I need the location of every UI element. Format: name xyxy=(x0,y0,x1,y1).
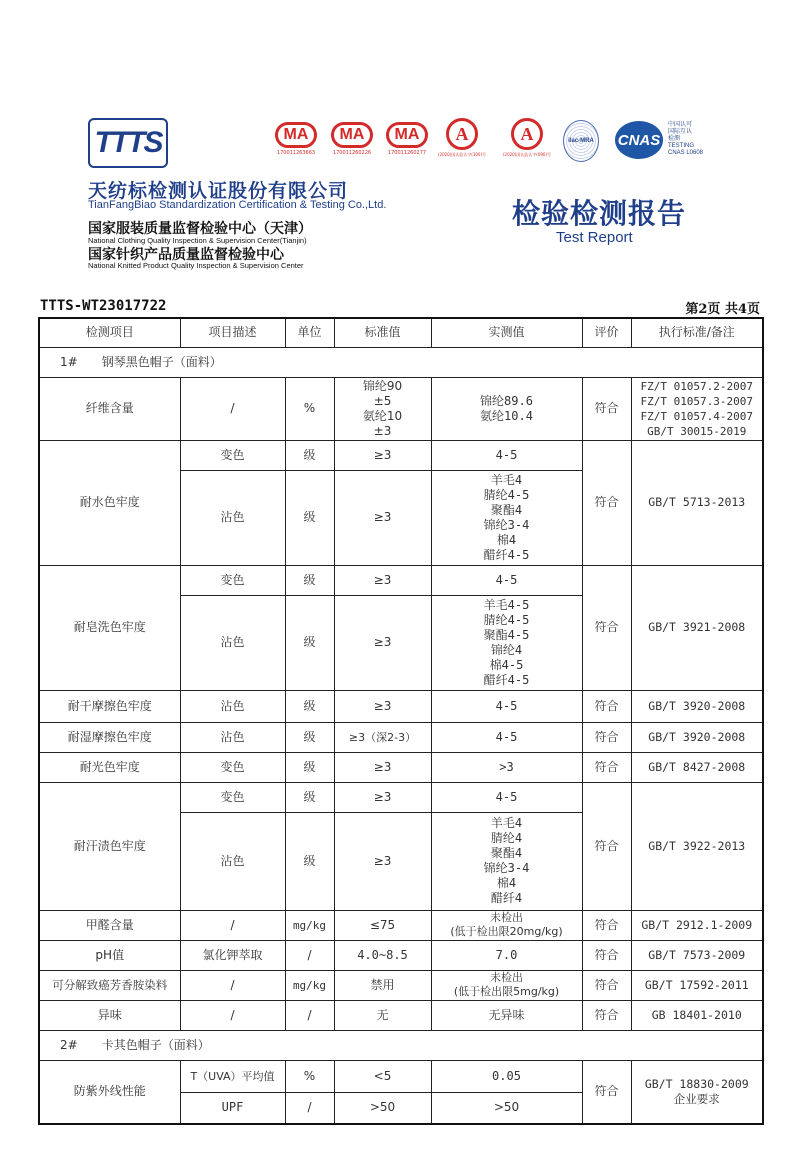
standard: GB/T 5713-2013 xyxy=(631,440,763,565)
center2-name-en: National Knitted Product Quality Inspection & Supervision Center xyxy=(88,261,304,270)
item: 防紫外线性能 xyxy=(39,1060,180,1124)
evaluation: 符合 xyxy=(582,752,631,782)
std-value: ≥3 xyxy=(334,782,431,812)
evaluation: 符合 xyxy=(582,377,631,440)
result: 0.05 xyxy=(431,1060,582,1092)
column-header: 评价 xyxy=(582,318,631,347)
item: 可分解致癌芳香胺染料 xyxy=(39,970,180,1000)
unit: / xyxy=(285,940,334,970)
std-value: ≥3 xyxy=(334,690,431,722)
cma-number: 170011260277 xyxy=(387,150,427,156)
result: 羊毛4-5 腈纶4-5 聚酯4-5 锦纶4 棉4-5 醋纤4-5 xyxy=(431,595,582,690)
cma-logo: MA xyxy=(275,122,317,148)
item: 耐皂洗色牢度 xyxy=(39,565,180,690)
desc: 沾色 xyxy=(180,812,285,910)
standard: FZ/T 01057.2-2007 FZ/T 01057.3-2007 FZ/T 01057.4-2007 GB/T 30015-2019 xyxy=(631,377,763,440)
table-row xyxy=(39,970,763,1000)
desc: 沾色 xyxy=(180,690,285,722)
column-header: 标准值 xyxy=(334,318,431,347)
standard: GB/T 8427-2008 xyxy=(631,752,763,782)
cma-mark xyxy=(386,122,428,156)
section-title: 1# 钢琴黑色帽子（面料） xyxy=(39,347,763,377)
result: 羊毛4 腈纶4-5 聚酯4 锦纶3-4 棉4 醋纤4-5 xyxy=(431,470,582,565)
item: 耐湿摩擦色牢度 xyxy=(39,722,180,752)
result: 未检出 (低于检出限20mg/kg) xyxy=(431,910,582,940)
table-header-row xyxy=(39,318,763,347)
table-row xyxy=(39,940,763,970)
table-row xyxy=(39,440,763,470)
item: pH值 xyxy=(39,940,180,970)
standard: GB/T 18830-2009 企业要求 xyxy=(631,1060,763,1124)
cma-logo: MA xyxy=(386,122,428,148)
report-title-cn: 检验检测报告 xyxy=(512,197,687,230)
standard: GB/T 3920-2008 xyxy=(631,690,763,722)
desc: 沾色 xyxy=(180,722,285,752)
standard: GB/T 7573-2009 xyxy=(631,940,763,970)
evaluation: 符合 xyxy=(582,910,631,940)
result: 4-5 xyxy=(431,722,582,752)
report-number: TTTS-WT23017722 xyxy=(40,298,167,314)
result: 4-5 xyxy=(431,440,582,470)
unit: 级 xyxy=(285,752,334,782)
desc: 氯化钾萃取 xyxy=(180,940,285,970)
unit: mg/kg xyxy=(285,970,334,1000)
table-row xyxy=(39,377,763,440)
desc: 沾色 xyxy=(180,470,285,565)
cnas-logo: CNAS xyxy=(615,121,663,159)
unit: 级 xyxy=(285,722,334,752)
cma-number: 170011260226 xyxy=(332,150,372,156)
table-row xyxy=(39,1060,763,1092)
item: 耐水色牢度 xyxy=(39,440,180,565)
result: 未检出 (低于检出限5mg/kg) xyxy=(431,970,582,1000)
std-value: ≥3（深2-3） xyxy=(334,722,431,752)
cma-mark xyxy=(275,122,317,156)
unit: / xyxy=(285,1092,334,1124)
result: 锦纶89.6 氨纶10.4 xyxy=(431,377,582,440)
standard: GB/T 3922-2013 xyxy=(631,782,763,910)
cal-mark xyxy=(502,118,552,158)
cma-logo: MA xyxy=(331,122,373,148)
results-table xyxy=(38,317,764,1125)
unit: 级 xyxy=(285,440,334,470)
evaluation: 符合 xyxy=(582,1060,631,1124)
section-row xyxy=(39,1030,763,1060)
unit: 级 xyxy=(285,470,334,565)
center1-name-cn: 国家服装质量监督检验中心（天津） xyxy=(88,221,312,237)
evaluation: 符合 xyxy=(582,940,631,970)
unit: 级 xyxy=(285,565,334,595)
std-value: ≥3 xyxy=(334,440,431,470)
cal-logo: A xyxy=(446,118,478,150)
std-value: ≥3 xyxy=(334,470,431,565)
report-title-en: Test Report xyxy=(556,229,633,246)
result: 7.0 xyxy=(431,940,582,970)
item: 甲醛含量 xyxy=(39,910,180,940)
evaluation: 符合 xyxy=(582,970,631,1000)
result: 无异味 xyxy=(431,1000,582,1030)
evaluation: 符合 xyxy=(582,565,631,690)
cma-number: 170011263663 xyxy=(276,150,316,156)
result: 羊毛4 腈纶4 聚酯4 锦纶3-4 棉4 醋纤4 xyxy=(431,812,582,910)
result: 4-5 xyxy=(431,690,582,722)
standard: GB/T 17592-2011 xyxy=(631,970,763,1000)
desc: / xyxy=(180,910,285,940)
center1-name-en: National Clothing Quality Inspection & Supervision Center(Tianjin) xyxy=(88,236,307,245)
std-value: 4.0~8.5 xyxy=(334,940,431,970)
column-header: 执行标准/备注 xyxy=(631,318,763,347)
evaluation: 符合 xyxy=(582,722,631,752)
table-row xyxy=(39,782,763,812)
std-value: ≤75 xyxy=(334,910,431,940)
unit: 级 xyxy=(285,782,334,812)
item: 耐光色牢度 xyxy=(39,752,180,782)
evaluation: 符合 xyxy=(582,782,631,910)
desc: 变色 xyxy=(180,440,285,470)
item: 耐干摩擦色牢度 xyxy=(39,690,180,722)
unit: 级 xyxy=(285,812,334,910)
result: >3 xyxy=(431,752,582,782)
standard: GB/T 3921-2008 xyxy=(631,565,763,690)
desc: / xyxy=(180,377,285,440)
table-row xyxy=(39,690,763,722)
std-value: ≥3 xyxy=(334,752,431,782)
ilac-mra-logo: ilac-MRA xyxy=(563,120,599,162)
std-value: >50 xyxy=(334,1092,431,1124)
std-value: ≥3 xyxy=(334,565,431,595)
table-row xyxy=(39,722,763,752)
desc: / xyxy=(180,1000,285,1030)
cnas-text: 中国认可 国际互认 检测 TESTING CNAS L0608 xyxy=(668,122,704,156)
result: 4-5 xyxy=(431,782,582,812)
unit: / xyxy=(285,1000,334,1030)
desc: UPF xyxy=(180,1092,285,1124)
std-value: <5 xyxy=(334,1060,431,1092)
center2-name-cn: 国家针织产品质量监督检验中心 xyxy=(88,247,284,263)
column-header: 检测项目 xyxy=(39,318,180,347)
cal-number: (2020)国认监认字(090)号 xyxy=(502,152,552,157)
desc: 变色 xyxy=(180,752,285,782)
item: 耐汗渍色牢度 xyxy=(39,782,180,910)
column-header: 单位 xyxy=(285,318,334,347)
company-name-en: TianFangBiao Standardization Certification & Testing Co.,Ltd. xyxy=(88,199,387,211)
table-row xyxy=(39,910,763,940)
table-row xyxy=(39,1000,763,1030)
unit: % xyxy=(285,377,334,440)
desc: / xyxy=(180,970,285,1000)
standard: GB/T 3920-2008 xyxy=(631,722,763,752)
std-value: 禁用 xyxy=(334,970,431,1000)
unit: mg/kg xyxy=(285,910,334,940)
result: 4-5 xyxy=(431,565,582,595)
desc: T（UVA）平均值 xyxy=(180,1060,285,1092)
std-value: 锦纶90 ±5 氨纶10 ±3 xyxy=(334,377,431,440)
standard: GB 18401-2010 xyxy=(631,1000,763,1030)
std-value: 无 xyxy=(334,1000,431,1030)
page-info: 第2页 共4页 xyxy=(685,302,760,317)
item: 异味 xyxy=(39,1000,180,1030)
ttts-logo: TTTS xyxy=(88,118,168,168)
section-title: 2# 卡其色帽子（面料） xyxy=(39,1030,763,1060)
std-value: ≥3 xyxy=(334,595,431,690)
column-header: 项目描述 xyxy=(180,318,285,347)
unit: % xyxy=(285,1060,334,1092)
unit: 级 xyxy=(285,690,334,722)
table-row xyxy=(39,565,763,595)
cma-mark xyxy=(331,122,373,156)
column-header: 实测值 xyxy=(431,318,582,347)
evaluation: 符合 xyxy=(582,1000,631,1030)
company-name-cn: 天纺标检测认证股份有限公司 xyxy=(88,180,349,202)
result: >50 xyxy=(431,1092,582,1124)
std-value: ≥3 xyxy=(334,812,431,910)
evaluation: 符合 xyxy=(582,690,631,722)
cal-number: (2020)国认监认字(100)号 xyxy=(437,152,487,157)
evaluation: 符合 xyxy=(582,440,631,565)
item: 纤维含量 xyxy=(39,377,180,440)
desc: 沾色 xyxy=(180,595,285,690)
desc: 变色 xyxy=(180,782,285,812)
desc: 变色 xyxy=(180,565,285,595)
standard: GB/T 2912.1-2009 xyxy=(631,910,763,940)
cal-mark xyxy=(437,118,487,158)
table-row xyxy=(39,752,763,782)
section-row xyxy=(39,347,763,377)
cal-logo: A xyxy=(511,118,543,150)
unit: 级 xyxy=(285,595,334,690)
